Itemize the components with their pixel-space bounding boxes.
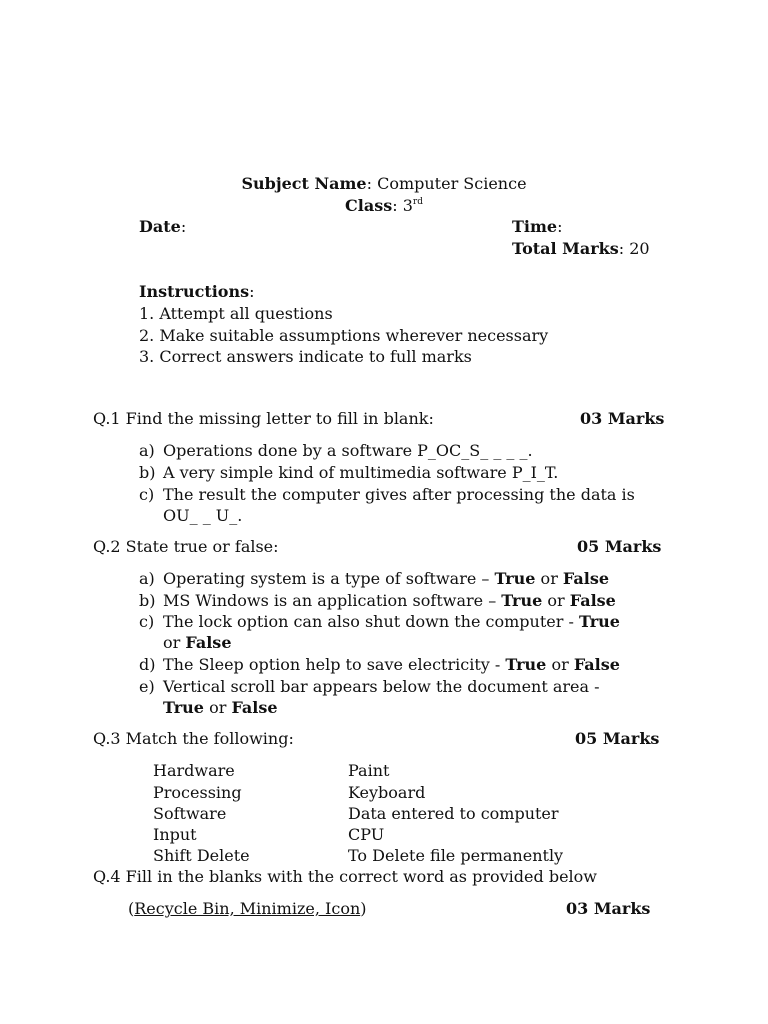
subject-value: : Computer Science [366, 174, 527, 193]
false-option: False [231, 698, 278, 717]
total-marks-value: : 20 [618, 239, 650, 258]
match-left-item: Input [153, 825, 197, 844]
or-word: or [542, 591, 570, 610]
match-right-item: Keyboard [348, 783, 426, 802]
q1-item-c-text: The result the computer gives after processing the data is [163, 485, 635, 504]
q1-item-b-letter: b) [139, 463, 156, 482]
match-right-item: Data entered to computer [348, 804, 559, 823]
total-marks-label: Total Marks [512, 239, 619, 258]
q2-item-d-letter: d) [139, 655, 156, 674]
false-option: False [185, 633, 232, 652]
q4-words: Recycle Bin, Minimize, Icon [134, 899, 361, 918]
q3-title: Q.3 Match the following: [93, 729, 294, 748]
q2-item-c-text: The lock option can also shut down the computer - [163, 612, 579, 631]
true-option: True [494, 569, 536, 588]
q2-item-d-text: The Sleep option help to save electricity - [163, 655, 506, 674]
q2-title: Q.2 State true or false: [93, 537, 279, 556]
q2-marks: 05 Marks [577, 537, 662, 556]
q2-item-b-text: MS Windows is an application software – [163, 591, 502, 610]
time-line [512, 216, 562, 237]
q1-item-b-text: A very simple kind of multimedia software P_I_T. [163, 463, 559, 482]
q2-item-c [163, 611, 620, 632]
class-value: : 3 [392, 196, 413, 215]
q4-title: Q.4 Fill in the blanks with the correct word as provided below [93, 867, 597, 886]
q4-marks: 03 Marks [566, 899, 651, 918]
subject-label: Subject Name [241, 174, 367, 193]
q1-item-a-letter: a) [139, 441, 155, 460]
or-word: or [535, 569, 563, 588]
instruction-item: 2. Make suitable assumptions wherever necessary [139, 326, 549, 345]
date-colon: : [180, 217, 187, 236]
time-colon: : [557, 217, 563, 236]
false-option: False [573, 655, 620, 674]
q2-item-e-continued [163, 697, 278, 718]
or-word: or [163, 633, 186, 652]
subject-line [0, 173, 768, 194]
date-label: Date [139, 217, 181, 236]
q2-item-a [163, 568, 609, 589]
q1-item-c-continued: OU_ _ U_. [163, 506, 243, 525]
true-option: True [163, 698, 204, 717]
match-right-item: To Delete file permanently [348, 846, 564, 865]
match-left-item: Software [153, 804, 227, 823]
false-option: False [562, 569, 610, 588]
q3-marks: 05 Marks [575, 729, 660, 748]
q1-title: Q.1 Find the missing letter to fill in blank: [93, 409, 434, 428]
or-word: or [546, 655, 574, 674]
class-superscript: rd [412, 197, 423, 207]
q2-item-c-letter: c) [139, 612, 155, 631]
true-option: True [501, 591, 543, 610]
q2-item-e-letter: e) [139, 677, 155, 696]
q2-item-b-letter: b) [139, 591, 156, 610]
time-label: Time [512, 217, 558, 236]
class-line [0, 195, 768, 216]
true-option: True [505, 655, 547, 674]
match-right-item: CPU [348, 825, 385, 844]
instruction-item: 1. Attempt all questions [139, 304, 333, 323]
q2-item-b [163, 590, 616, 611]
or-word: or [203, 698, 232, 717]
q1-item-a-text: Operations done by a software P_OC_S_ _ _ _. [163, 441, 533, 460]
instructions-colon: : [249, 282, 255, 301]
class-label: Class [345, 196, 393, 215]
total-marks-line [512, 238, 650, 259]
q2-item-a-text: Operating system is a type of software – [163, 569, 495, 588]
q1-item-c-letter: c) [139, 485, 155, 504]
q4-close-paren: ) [360, 899, 367, 918]
instructions-label: Instructions [139, 282, 250, 301]
q2-item-c-continued [163, 632, 232, 653]
instruction-item: 3. Correct answers indicate to full marks [139, 347, 472, 366]
false-option: False [569, 591, 616, 610]
q2-item-e-text: Vertical scroll bar appears below the document area - [163, 677, 600, 696]
q2-item-d [163, 654, 620, 675]
q1-marks: 03 Marks [580, 409, 665, 428]
match-left-item: Shift Delete [153, 846, 250, 865]
q4-open-paren: ( [128, 899, 135, 918]
match-left-item: Hardware [153, 761, 235, 780]
q2-item-a-letter: a) [139, 569, 155, 588]
match-right-item: Paint [348, 761, 390, 780]
q4-word-list [128, 898, 367, 919]
match-left-item: Processing [153, 783, 242, 802]
instructions-heading [139, 281, 255, 302]
date-line [139, 216, 186, 237]
true-option: True [578, 612, 620, 631]
